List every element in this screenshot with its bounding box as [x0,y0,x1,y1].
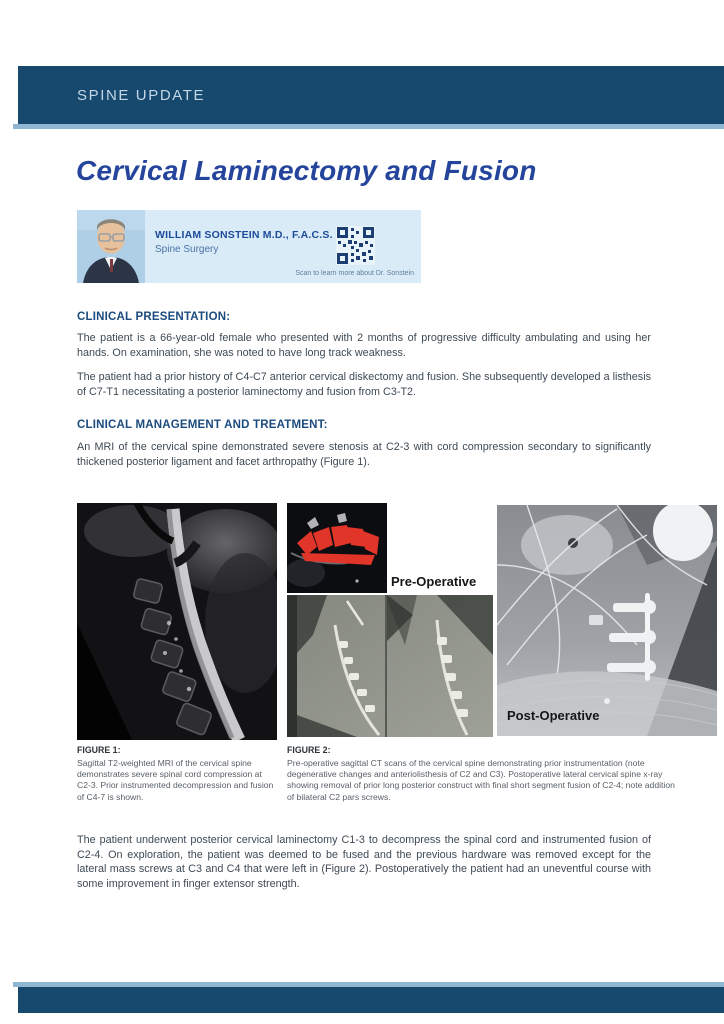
figure1-caption-block [77,745,275,803]
figure2-caption: Pre-operative sagittal CT scans of the cervical spine demonstrating prior instrumentation (note degenerative changes and anteriolisthesis of C2 and C3). Postoperative lateral cervical spine x-ray showing removal of prior long posterior construct with final short segment fusion of C2-4; note addition of bilateral C2 pars screws. [287,758,675,802]
section-heading-management: CLINICAL MANAGEMENT AND TREATMENT: [77,419,328,431]
doctor-card [77,210,421,283]
figure1-mri-image [77,503,277,740]
qr-caption: Scan to learn more about Dr. Sonstein [295,270,414,277]
doctor-specialty: Spine Surgery [155,244,219,255]
header-bar [18,66,724,124]
post-operative-label: Post-Operative [507,708,600,723]
figure2-red-overlay-image [287,503,387,593]
figure1-label: FIGURE 1: [77,745,121,755]
figure1-caption: Sagittal T2-weighted MRI of the cervical spine demonstrates severe spinal cord compression at C2-3. Prior instrumented decompression and fusion of C4-7 is shown. [77,758,274,802]
doctor-name: WILLIAM SONSTEIN M.D., F.A.C.S. [155,229,333,241]
figure2-label: FIGURE 2: [287,745,331,755]
closing-paragraph: The patient underwent posterior cervical laminectomy C1-3 to decompress the spinal cord and instrumented fusion of C2-4. On exploration, the patient was deemed to be fused and the previous hardware was removed except for the lateral mass screws at C3 and C4 that were left in (Figure 2). Postoperatively the patient had an uneventful course with some improvement in finger extensor strength. [77,834,651,890]
header-accent-line [13,124,724,129]
presentation-paragraph-1: The patient is a 66-year-old female who presented with 2 months of progressive difficulty ambulating and using her hands. On examination, she was noted to have long track weakness. [77,332,651,359]
pre-operative-label: Pre-Operative [391,574,477,589]
doctor-photo [77,210,145,283]
figure2-ct-pair-image [287,595,493,737]
qr-code-icon [336,226,375,265]
page-title: Cervical Laminectomy and Fusion [76,155,537,186]
presentation-paragraph-2: The patient had a prior history of C4-C7 anterior cervical diskectomy and fusion. She subsequently developed a listhesis of C7-T1 necessitating a posterior laminectomy and fusion from C3-T2. [77,371,651,398]
management-paragraph-1: An MRI of the cervical spine demonstrated severe stenosis at C2-3 with cord compression secondary to significantly thickened posterior ligament and facet arthropathy (Figure 1). [77,441,651,468]
header-title: SPINE UPDATE [77,86,206,104]
footer-bar [18,987,724,1013]
section-heading-presentation: CLINICAL PRESENTATION: [77,311,231,323]
figure2-postop-xray-image [497,505,717,736]
figure2-caption-block [287,745,679,803]
